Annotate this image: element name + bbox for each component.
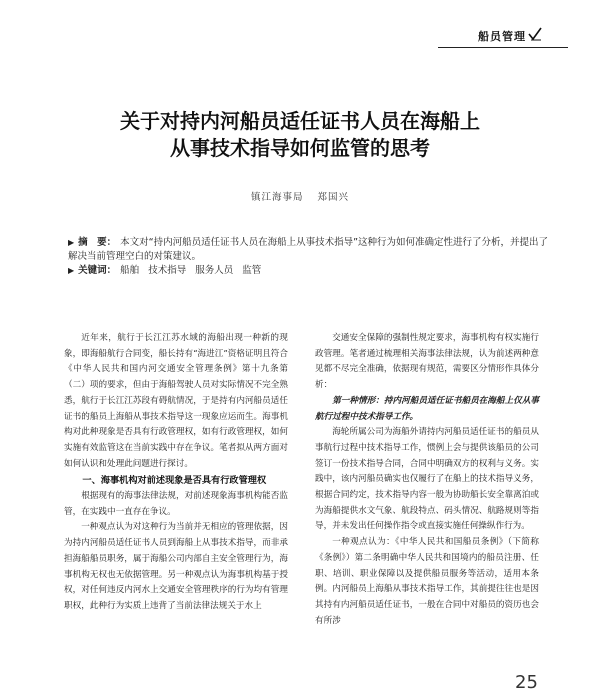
keyword: 船舶 [120, 265, 140, 276]
keyword: 监管 [242, 265, 262, 276]
section-heading: 一、海事机构对前述现象是否具有行政管理权 [82, 475, 267, 487]
header-divider [438, 47, 568, 48]
triangle-bullet-icon: ▶ [68, 266, 75, 275]
case-heading: 第一种情形：持内河船员适任证书船员在海船上仅从事航行过程中技术指导工作。 [315, 395, 539, 422]
body-column-left [64, 331, 288, 615]
byline [0, 189, 600, 203]
abstract-label: 摘 要： [78, 237, 117, 248]
title-line-2: 从事技术指导如何监管的思考 [170, 136, 430, 160]
author-name: 郑国兴 [317, 192, 350, 203]
keywords-label: 关键词： [78, 265, 117, 276]
body-paragraph: 一种观点认为对这种行为当前并无相应的管理依据，因为持内河船员适任证书人员到海船上从事技术指导，而非承担海船船员职务，属于海船公司内部自主安全管理行为，海事机构无权也无依据管理。另一种观点认为海事机构基于授权，对任何违反内河水上交通安全管理秩序的行为均有管理职权，此种行为实质上违背了当前法律法规关于水上 [64, 522, 288, 611]
author-unit: 镇江海事局 [250, 192, 304, 203]
page-number: 25 [515, 672, 538, 693]
abstract-block [68, 236, 556, 278]
section-tag: 船员管理 [478, 30, 526, 43]
keywords-row [68, 264, 556, 278]
abstract-row [68, 236, 556, 264]
keyword: 技术指导 [148, 265, 187, 276]
triangle-bullet-icon: ▶ [68, 238, 75, 247]
body-paragraph: 根据现有的海事法律法规，对前述现象海事机构能否监管，在实践中一直存在争议。 [64, 491, 288, 517]
title-line-1: 关于对持内河船员适任证书人员在海船上 [120, 109, 480, 133]
body-paragraph: 海轮所属公司为海船外请持内河船员适任证书的船员从事航行过程中技术指导工作，惯例上会与提供该船员的公司签订一份技术指导合同，合同中明确双方的权利与义务。实践中，该内河船员确实也仅履行了在船上的技术指导义务，根据合同约定，技术指导内容一般为协助船长安全靠离泊或为海船提供水文气象、航段特点、码头情况、航路规则等指导，并未发出任何操作指令或直接实施任何操纵作行为。 [315, 427, 539, 532]
keyword: 服务人员 [195, 265, 234, 276]
abstract-text: 本文对“持内河船员适任证书人员在海船上从事技术指导”这种行为如何准确定性进行了分析，并提出了解决当前管理空白的对策建议。 [68, 237, 549, 262]
body-paragraph: 交通安全保障的强制性规定要求，海事机构有权实施行政管理。笔者通过梳理相关海事法律法规，认为前述两种意见都不尽完全准确，依据现有规范，需要区分情形作具体分析： [315, 333, 539, 391]
pen-check-icon [528, 27, 542, 41]
body-column-right [315, 331, 539, 629]
body-paragraph: 一种观点认为：《中华人民共和国船员条例》（下简称《条例》）第二条明确中华人民共和国境内的船员注册、任职、培训、职业保障以及提供船员服务等活动，适用本条例。内河船员上海船从事技术指导工作，其前提往往也是因其持有内河船员适任证书，一般在合同中对船员的资历也会有所涉 [315, 537, 539, 626]
article-title [0, 108, 600, 162]
body-paragraph: 近年来，航行于长江江苏水域的海船出现一种新的现象，即海船航行合同变，船长持有“海进江”资格证明且符合《中华人民共和国内河交通安全管理条例》第十九条第（二）项的要求，但由于海船驾驶人员对实际情况不完全熟悉，航行于长江江苏段有碍航情况，于是持有内河船员适任证书的船员上海船从事技术指导这一现象应运而生。海事机构对此种现象是否具有行政管理权，如有行政管理权，如何实施有效监管这在当前实践中存在争议。笔者拟从两方面对如何认识和处理此问题进行探讨。 [64, 333, 288, 469]
